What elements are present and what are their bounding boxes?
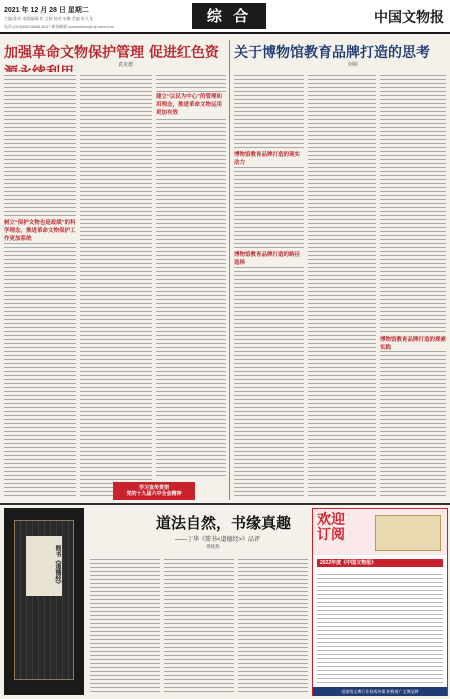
contact-line: 电话:(010)84078838-6137 新闻邮箱:wenwubao@vip.sina.com	[4, 24, 115, 29]
right-subhead-1: 博物馆教育品牌打造的现实动力	[234, 150, 304, 166]
section-title: 综 合	[192, 3, 266, 29]
bottom-text-column-1	[90, 556, 160, 695]
left-subhead-2: 建立“以民为中心”的管理和用理念，推进革命文物运用更加有效	[156, 92, 226, 116]
promo-line-2: 党的十九届六中全会精神	[126, 491, 182, 497]
bottom-article-title: 道法自然，书缘真趣	[156, 514, 292, 532]
bottom-text-column-3	[238, 556, 308, 695]
book-label: 简书《道德经》	[26, 536, 62, 596]
bottom-article-subtitle: ——丁华《简书<道德经>》品评	[175, 537, 261, 543]
ad-welcome-text: 欢迎订阅	[317, 512, 345, 543]
left-article-author: 袁克德	[118, 62, 134, 68]
left-text-column-1	[4, 72, 76, 498]
editor-line: 主编:陈伟 本版编辑:何 文娟 校对:宋鹏 美编:张九龙	[4, 16, 93, 21]
bottom-text-column-2	[164, 556, 234, 695]
ad-body-text	[317, 571, 443, 683]
subscription-ad	[312, 508, 448, 696]
issue-date: 2021 年 12 月 28 日 星期二	[4, 7, 89, 14]
bottom-divider	[0, 503, 450, 505]
page-header	[0, 0, 450, 34]
column-divider	[229, 40, 230, 500]
right-subhead-3: 博物馆教育品牌打造的探索实践	[380, 337, 447, 351]
promo-line-1: 学习宣传贯彻	[138, 485, 169, 491]
left-text-column-3	[156, 72, 226, 478]
right-article-title: 关于博物馆教育品牌打造的思考	[234, 45, 430, 61]
ad-card-image	[375, 515, 441, 551]
newspaper-logo: 中国文物报	[374, 10, 444, 26]
right-text-column-1	[234, 72, 304, 498]
right-article-author: 何婷	[348, 62, 359, 68]
left-subhead-1: 树立“保护文物也是政绩”的科学理念，推进革命文物保护工作更加系统	[4, 220, 76, 242]
right-text-column-2	[308, 72, 376, 498]
right-text-column-3	[380, 72, 446, 498]
ad-title-bar: 2022年度《中国文物报》	[317, 559, 443, 567]
bottom-article-author: 黄晓燕	[206, 544, 220, 549]
ad-footer: 国家级文博行业权威传媒 积极推广文博品牌	[313, 687, 447, 696]
ad-banner	[313, 509, 447, 555]
promo-banner	[113, 482, 195, 500]
left-article-title: 加强革命文物保护管理 促进红色资	[4, 45, 219, 61]
book-image	[4, 508, 84, 695]
left-text-column-2	[80, 72, 152, 498]
right-subhead-2: 博物馆教育品牌打造的路径选择	[234, 250, 304, 266]
